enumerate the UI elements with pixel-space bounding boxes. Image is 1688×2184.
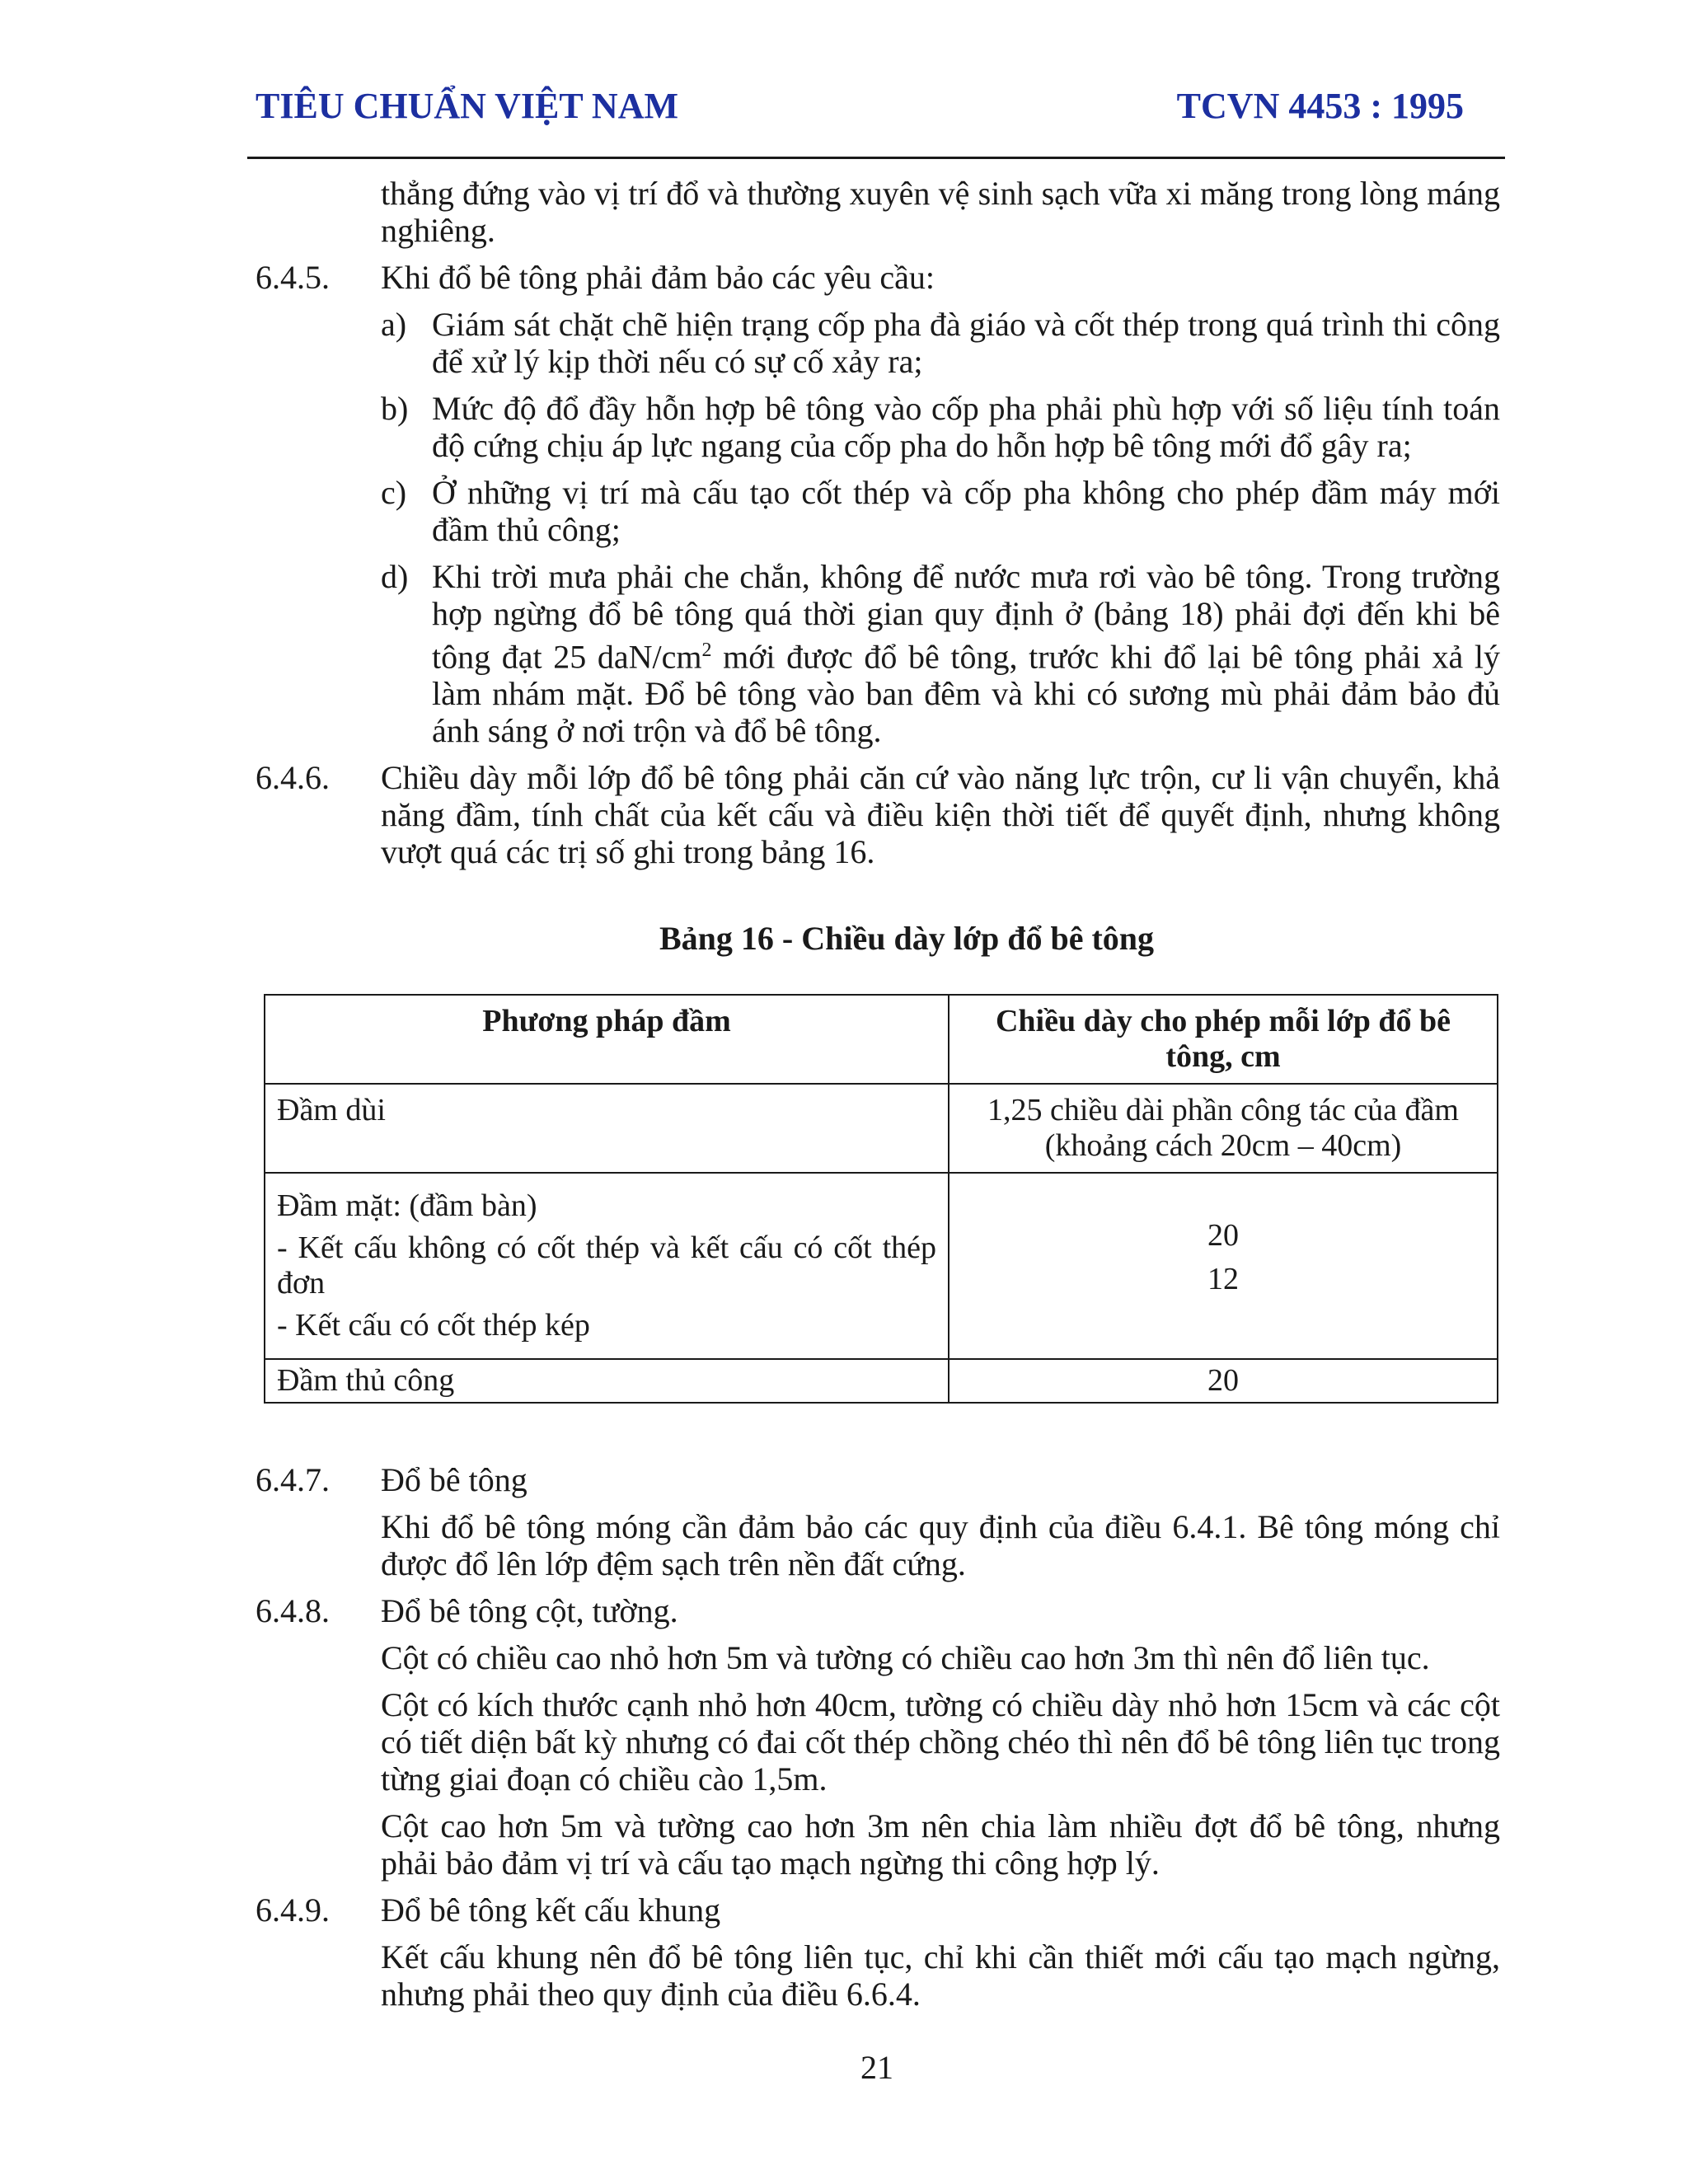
cell-line: Đầm mặt: (đầm bàn): [277, 1188, 537, 1224]
cell-line: 1,25 chiều dài phần công tác của đầm: [987, 1093, 1459, 1128]
section-paragraph: Khi đổ bê tông móng cần đảm bảo các quy định của điều 6.4.1. Bê tông móng chỉ được đổ lên lớp đệm sạch trên nền đất cứng.: [381, 1508, 1500, 1583]
superscript: 2: [701, 640, 712, 661]
section-title: Đổ bê tông: [381, 1461, 528, 1499]
table-row: [265, 1084, 1498, 1173]
table-header-row: [265, 995, 1498, 1084]
section-number: 6.4.8.: [256, 1592, 330, 1630]
list-item-text: Mức độ đổ đầy hỗn hợp bê tông vào cốp pha phải phù hợp với số liệu tính toán độ cứng chịu áp lực ngang của cốp pha do hỗn hợp bê tông mới đổ gây ra;: [432, 390, 1500, 464]
section-6-4-7: [256, 1461, 1500, 1498]
section-number: 6.4.7.: [256, 1461, 330, 1499]
list-item-text: Giám sát chặt chẽ hiện trạng cốp pha đà giáo và cốt thép trong quá trình thi công để xử lý kịp thời nếu có sự cố xảy ra;: [432, 306, 1500, 380]
section-number: 6.4.6.: [256, 759, 330, 797]
table-cell: [949, 1173, 1498, 1359]
document-body: [256, 175, 1500, 2022]
cell-line: 20: [1207, 1218, 1239, 1254]
section-6-4-8: [256, 1592, 1500, 1629]
section-paragraph: Kết cấu khung nên đổ bê tông liên tục, chỉ khi cần thiết mới cấu tạo mạch ngừng, nhưng phải theo quy định của điều 6.6.4.: [381, 1938, 1500, 2013]
section-title: Đổ bê tông kết cấu khung: [381, 1891, 721, 1929]
section-paragraph: Cột có chiều cao nhỏ hơn 5m và tường có chiều cao hơn 3m thì nên đổ liên tục.: [381, 1639, 1430, 1677]
column-header: Chiều dày cho phép mỗi lớp đổ bê tông, cm: [949, 995, 1498, 1084]
page-number: 21: [860, 2049, 893, 2086]
list-item-text-part: mới được đổ bê tông, trước khi đổ lại bê tông phải xả lý làm nhám mặt. Đổ bê tông vào ban đêm và khi có sương mù phải đảm bảo đủ ánh sáng ở nơi trộn và đổ bê tông.: [432, 638, 1500, 750]
section-6-4-5: [256, 259, 1500, 296]
header-standard-code: TCVN 4453 : 1995: [1176, 86, 1464, 126]
table-title: Bảng 16 - Chiều dày lớp đổ bê tông: [659, 920, 1155, 958]
column-header: Phương pháp đầm: [265, 995, 949, 1084]
header-divider: [247, 157, 1505, 159]
list-item-label: c): [381, 474, 407, 511]
section-6-4-6: [256, 759, 1500, 870]
list-item: [381, 474, 1500, 548]
section-text: Chiều dày mỗi lớp đổ bê tông phải căn cứ vào năng lực trộn, cư li vận chuyển, khả năng đầm, tính chất của kết cấu và điều kiện thời tiết để quyết định, nhưng không vượt quá các trị số ghi trong bảng 16.: [381, 759, 1500, 871]
section-text: Khi đổ bê tông phải đảm bảo các yêu cầu:: [381, 259, 935, 296]
section-number: 6.4.9.: [256, 1891, 330, 1929]
section-number: 6.4.5.: [256, 259, 330, 296]
list-item-label: b): [381, 390, 409, 427]
section-paragraph: Cột có kích thước cạnh nhỏ hơn 40cm, tường có chiều dày nhỏ hơn 15cm và các cột có tiết diện bất kỳ nhưng có đai cốt thép chồng chéo thì nên đổ bê tông liên tục trong từng giai đoạn có chiều cào 1,5m.: [381, 1686, 1501, 1798]
table-cell: 20: [949, 1359, 1498, 1403]
page-header: [247, 85, 1505, 134]
header-title: TIÊU CHUẨN VIỆT NAM: [256, 86, 679, 126]
cell-line: 12: [1207, 1262, 1239, 1297]
table-cell: [265, 1173, 949, 1359]
table-cell: [949, 1084, 1498, 1173]
list-item: [381, 306, 1500, 380]
section-title: Đổ bê tông cột, tường.: [381, 1592, 678, 1630]
cell-line: (khoảng cách 20cm – 40cm): [1044, 1128, 1402, 1164]
list-item-label: a): [381, 306, 407, 343]
table-row: [265, 1173, 1498, 1359]
list-item-label: d): [381, 558, 409, 595]
list-item: [381, 558, 1500, 749]
table-row: [265, 1359, 1498, 1403]
list-item-text: [432, 558, 1500, 749]
list-item-text: Ở những vị trí mà cấu tạo cốt thép và cốp pha không cho phép đầm máy mới đầm thủ công;: [432, 474, 1500, 548]
section-paragraph: Cột cao hơn 5m và tường cao hơn 3m nên chia làm nhiều đợt đổ bê tông, nhưng phải bảo đảm vị trí và cấu tạo mạch ngừng thi công hợp lý.: [381, 1807, 1500, 1882]
section-6-4-9: [256, 1891, 1500, 1929]
cell-line: - Kết cấu không có cốt thép và kết cấu có cốt thép đơn: [277, 1230, 936, 1301]
continuation-text: thẳng đứng vào vị trí đổ và thường xuyên vệ sinh sạch vữa xi măng trong lòng máng nghiêng.: [381, 175, 1500, 249]
cell-line: - Kết cấu có cốt thép kép: [277, 1308, 590, 1343]
table-cell: Đầm dùi: [265, 1084, 949, 1173]
table-cell: Đầm thủ công: [265, 1359, 949, 1403]
thickness-table: [264, 994, 1498, 1404]
list-item: [381, 390, 1500, 464]
list-item-text-part: Khi trời mưa phải che chắn, không để nước mưa rơi vào bê tông. Trong trường hợp ngừng đổ bê tông quá thời gian quy định ở (bảng 18) phải đợi đến khi bê tông đạt 25 daN/cm: [432, 558, 1500, 676]
